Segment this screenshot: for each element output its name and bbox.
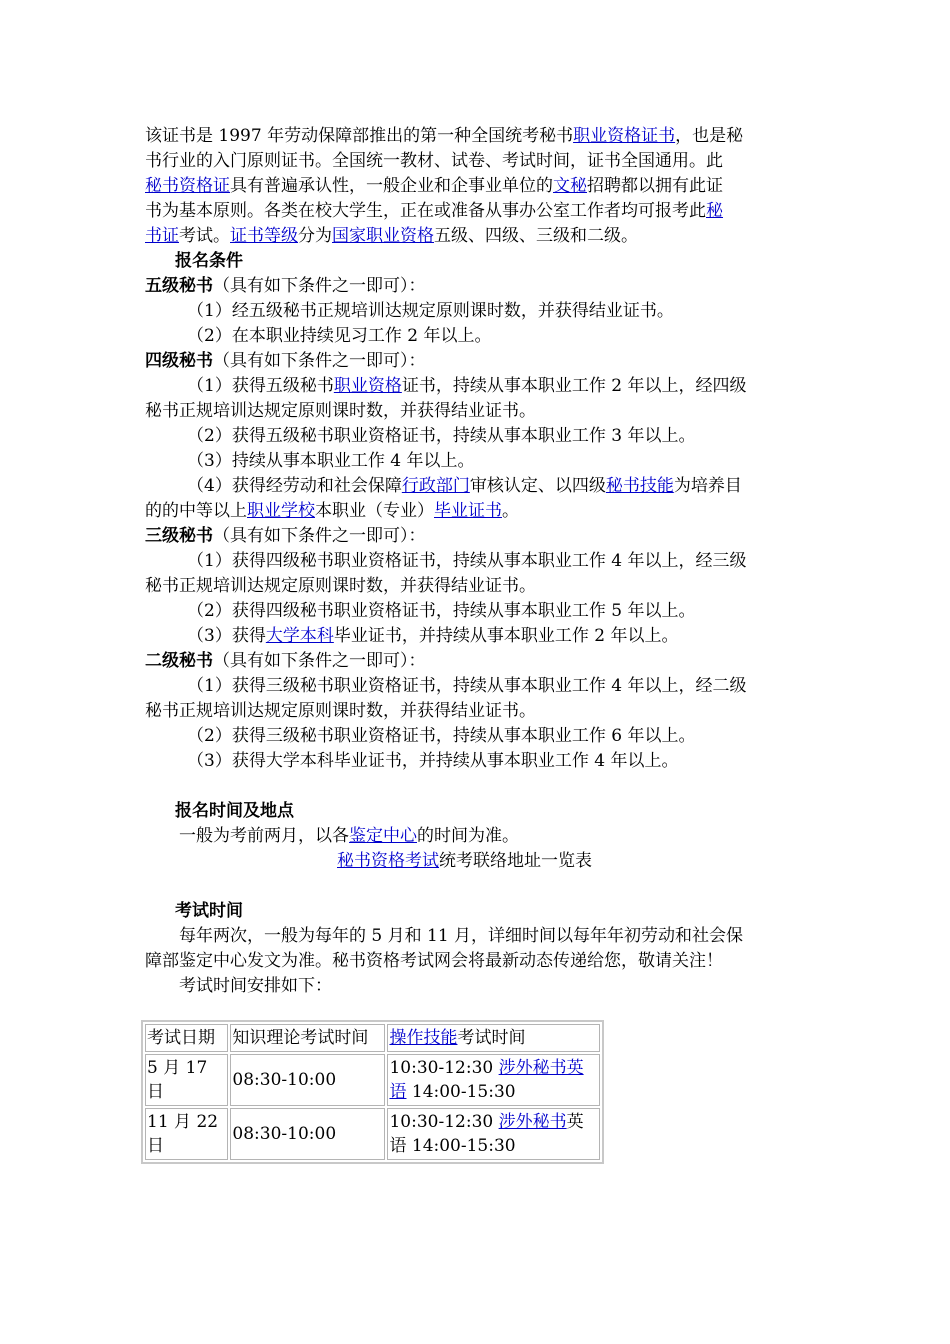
link-secretary-certificate[interactable]: 秘书资格证 — [145, 176, 230, 196]
level3-item-1-cont: 秘书正规培训达规定原则课时数，并获得结业证书。 — [145, 576, 536, 596]
level5-title: 五级秘书 — [145, 276, 213, 296]
link-secretary-skills[interactable]: 秘书技能 — [605, 476, 674, 496]
exam-schedule-table — [141, 1020, 604, 1164]
level4-item-4-cont — [145, 499, 805, 524]
cell-date: 5 月 17 日 — [145, 1054, 228, 1106]
cell-skill-time — [387, 1108, 600, 1160]
condition-note: （具有如下条件之一即可）： — [213, 651, 426, 671]
item-text: 证书，持续从事本职业工作 2 年以上，经四级 — [401, 376, 747, 396]
level4-item-1-cont: 秘书正规培训达规定原则课时数，并获得结业证书。 — [145, 401, 536, 421]
exam-time-para-2: 障部鉴定中心发文为准。秘书资格考试网会将最新动态传递给您，敬请关注！ — [145, 951, 723, 971]
intro-line-2: 书行业的入门原则证书。全国统一教材、试卷、考试时间，证书全国通用。此 — [145, 151, 723, 171]
intro-line-1 — [145, 124, 805, 149]
intro-text: 考试。 — [179, 226, 230, 246]
condition-note: （具有如下条件之一即可）： — [213, 351, 426, 371]
exam-time-heading: 考试时间 — [175, 901, 243, 921]
level3-item-3 — [145, 624, 805, 649]
link-bachelor-degree[interactable]: 大学本科 — [265, 626, 334, 646]
table-row — [145, 1108, 600, 1160]
cell-skill-time — [387, 1054, 600, 1106]
cell-text: 10:30-12:30 — [389, 1112, 494, 1132]
header-text: 考试时间 — [457, 1028, 526, 1048]
item-text: 审核认定、以四级 — [469, 476, 606, 496]
level5-title-line — [145, 274, 805, 299]
level3-title-line — [145, 524, 805, 549]
cell-theory-time: 08:30-10:00 — [230, 1108, 385, 1160]
intro-text: 该证书是 1997 年劳动保障部推出的第一种全国统考秘书 — [145, 126, 574, 146]
cell-text: 14:00-15:30 — [411, 1082, 516, 1102]
table-row — [145, 1054, 600, 1106]
cell-text: 10:30-12:30 — [389, 1058, 494, 1078]
link-foreign-secretary-english[interactable]: 涉外秘书英语 — [389, 1058, 584, 1102]
link-vocational-qualification[interactable]: 职业资格 — [333, 376, 402, 396]
level4-title-line — [145, 349, 805, 374]
link-secretary-exam[interactable]: 秘书资格考试 — [337, 851, 439, 871]
level4-item-1 — [145, 374, 805, 399]
registration-text — [145, 824, 805, 849]
reg-text: 的时间为准。 — [417, 826, 519, 846]
condition-note: （具有如下条件之一即可）： — [213, 276, 426, 296]
link-graduation-certificate[interactable]: 毕业证书 — [434, 501, 502, 521]
level3-item-2: （2）获得四级秘书职业资格证书，持续从事本职业工作 5 年以上。 — [187, 601, 696, 621]
table-header-row — [145, 1024, 600, 1052]
item-text: （4）获得经劳动和社会保障 — [187, 476, 402, 496]
level4-item-3: （3）持续从事本职业工作 4 年以上。 — [187, 451, 475, 471]
link-secretary-cert-part1[interactable]: 秘 — [706, 201, 723, 221]
level2-title: 二级秘书 — [145, 651, 213, 671]
level4-item-2: （2）获得五级秘书职业资格证书，持续从事本职业工作 3 年以上。 — [187, 426, 696, 446]
link-appraisal-center[interactable]: 鉴定中心 — [349, 826, 417, 846]
exam-time-para-3: 考试时间安排如下： — [179, 976, 332, 996]
level4-title: 四级秘书 — [145, 351, 213, 371]
cell-date: 11 月 22 日 — [145, 1108, 228, 1160]
item-text: 毕业证书，并持续从事本职业工作 2 年以上。 — [333, 626, 679, 646]
spacer — [145, 874, 805, 899]
level2-item-2: （2）获得三级秘书职业资格证书，持续从事本职业工作 6 年以上。 — [187, 726, 696, 746]
link-admin-department[interactable]: 行政部门 — [401, 476, 470, 496]
level4-item-4 — [145, 474, 805, 499]
intro-text: ，也是秘 — [675, 126, 744, 146]
item-text: 本职业（专业） — [315, 501, 434, 521]
reg-text: 一般为考前两月，以各 — [179, 826, 349, 846]
intro-text: 具有普遍承认性，一般企业和企事业单位的 — [230, 176, 553, 196]
link-cert-levels[interactable]: 证书等级 — [230, 226, 298, 246]
address-list-line — [145, 849, 805, 874]
intro-line-3 — [145, 174, 805, 199]
level2-item-3: （3）获得大学本科毕业证书，并持续从事本职业工作 4 年以上。 — [187, 751, 679, 771]
header-exam-date: 考试日期 — [145, 1024, 228, 1052]
exam-time-para-1: 每年两次，一般为每年的 5 月和 11 月，详细时间以每年年初劳动和社会保 — [179, 926, 744, 946]
level3-item-1: （1）获得四级秘书职业资格证书，持续从事本职业工作 4 年以上，经三级 — [187, 551, 747, 571]
condition-note: （具有如下条件之一即可）： — [213, 526, 426, 546]
link-secretary-cert-part2[interactable]: 书证 — [145, 226, 179, 246]
registration-heading: 报名时间及地点 — [175, 801, 294, 821]
item-text: 的的中等以上 — [145, 501, 247, 521]
link-foreign-secretary[interactable]: 涉外秘书 — [498, 1112, 567, 1132]
intro-line-5 — [145, 224, 805, 249]
spacer — [145, 774, 805, 799]
link-national-qualification[interactable]: 国家职业资格 — [332, 226, 434, 246]
item-text: 。 — [502, 501, 519, 521]
intro-text: 五级、四级、三级和二级。 — [434, 226, 638, 246]
item-text: （1）获得五级秘书 — [187, 376, 334, 396]
level5-item-2: （2）在本职业持续见习工作 2 年以上。 — [187, 326, 492, 346]
level3-title: 三级秘书 — [145, 526, 213, 546]
link-vocational-certificate[interactable]: 职业资格证书 — [573, 126, 676, 146]
intro-text: 书为基本原则。各类在校大学生，正在或准备从事办公室工作者均可报考此 — [145, 201, 706, 221]
header-skill-time — [387, 1024, 600, 1052]
requirements-heading: 报名条件 — [175, 251, 243, 271]
cell-text: 英语 14:00-15:30 — [389, 1112, 584, 1156]
link-operation-skills[interactable]: 操作技能 — [389, 1028, 458, 1048]
level2-title-line — [145, 649, 805, 674]
link-clerical[interactable]: 文秘 — [553, 176, 587, 196]
level5-item-1: （1）经五级秘书正规培训达规定原则课时数，并获得结业证书。 — [187, 301, 674, 321]
intro-line-4 — [145, 199, 805, 224]
document-body — [145, 124, 805, 999]
cell-theory-time: 08:30-10:00 — [230, 1054, 385, 1106]
link-vocational-school[interactable]: 职业学校 — [247, 501, 315, 521]
item-text: （3）获得 — [187, 626, 266, 646]
item-text: 为培养目 — [673, 476, 742, 496]
level2-item-1: （1）获得三级秘书职业资格证书，持续从事本职业工作 4 年以上，经二级 — [187, 676, 747, 696]
intro-text: 招聘都以拥有此证 — [587, 176, 723, 196]
header-theory-time: 知识理论考试时间 — [230, 1024, 385, 1052]
address-list-text: 统考联络地址一览表 — [439, 851, 592, 871]
intro-text: 分为 — [298, 226, 332, 246]
level2-item-1-cont: 秘书正规培训达规定原则课时数，并获得结业证书。 — [145, 701, 536, 721]
